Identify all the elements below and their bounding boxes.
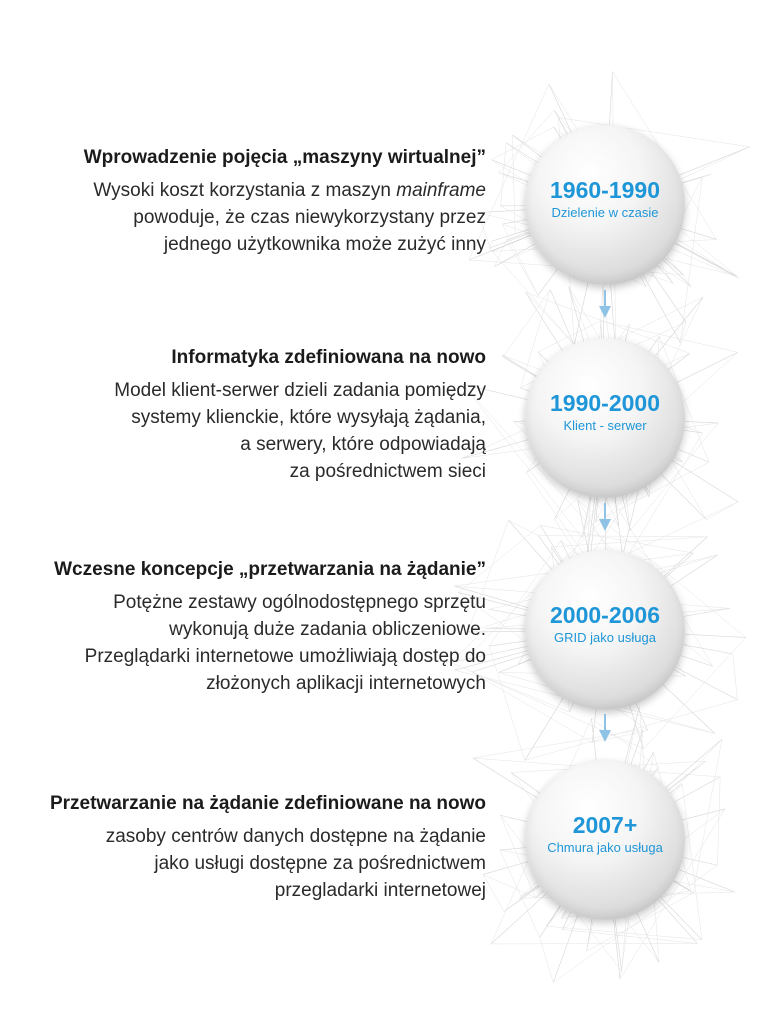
timeline-entry-2 — [114, 346, 486, 485]
network-line — [483, 874, 535, 897]
description-line: jako usługi dostępne za pośrednictwem — [154, 853, 486, 874]
description-line: Wysoki koszt korzystania z maszyn — [93, 180, 397, 201]
description-line: powoduje, że czas niewykorzystany przez — [133, 207, 486, 228]
period-circle-3 — [525, 550, 685, 710]
timeline-entry-4 — [50, 792, 486, 904]
description-line: Potężne zestawy ogólnodostępnego sprzętu — [113, 592, 486, 613]
description-italic-term: mainframe — [396, 180, 486, 201]
entry-title: Informatyka zdefiniowana na nowo — [171, 347, 486, 368]
period-label: GRID jako usługa — [554, 630, 656, 645]
entry-description — [54, 589, 486, 697]
entry-title: Wprowadzenie pojęcia „maszyny wirtualnej” — [83, 147, 486, 168]
period-years: 2007+ — [572, 812, 638, 838]
description-line: wykonują duże zadania obliczeniowe. — [169, 619, 486, 640]
entry-title: Przetwarzanie na żądanie zdefiniowane na nowo — [49, 793, 486, 814]
description-line: jednego użytkownika może zużyć inny — [163, 234, 486, 255]
network-line — [539, 536, 708, 537]
network-line — [473, 729, 643, 758]
description-line: systemy klienckie, które wysyłają żądania, — [131, 407, 486, 428]
entry-description — [114, 377, 486, 485]
arrow-down-icon — [598, 714, 612, 744]
entry-title: Wczesne koncepcje „przetwarzania na żądanie” — [54, 559, 486, 580]
period-circle-4 — [525, 760, 685, 920]
period-label: Dzielenie w czasie — [551, 205, 659, 220]
description-line: a serwery, które odpowiadają — [240, 434, 486, 455]
network-line — [509, 520, 539, 535]
network-line — [717, 777, 720, 865]
period-label: Klient - serwer — [563, 418, 647, 433]
network-line — [489, 646, 525, 760]
period-circle-1 — [525, 125, 685, 285]
timeline-entry-3 — [54, 558, 486, 697]
timeline-entry-1 — [84, 146, 486, 258]
description-line: Model klient-serwer dzieli zadania pomiędzy — [114, 380, 486, 401]
network-line — [512, 135, 515, 234]
network-line — [503, 290, 550, 357]
network-line — [733, 654, 738, 700]
period-years: 1960-1990 — [550, 177, 660, 203]
arrow-down-icon — [598, 503, 612, 533]
description-line: Przeglądarki internetowe umożliwiają dostęp do — [84, 646, 486, 667]
period-years: 2000-2006 — [550, 602, 660, 628]
description-line: przegladarki internetowej — [274, 880, 486, 901]
period-years: 1990-2000 — [550, 390, 660, 416]
entry-description — [84, 177, 486, 258]
description-line: złożonych aplikacji internetowych — [206, 673, 486, 694]
network-line — [551, 537, 707, 547]
period-label: Chmura jako usługa — [547, 840, 663, 855]
entry-description — [50, 823, 486, 904]
description-line: zasoby centrów danych dostępne na żądanie — [105, 826, 486, 847]
description-line: za pośrednictwem sieci — [289, 461, 486, 482]
period-circle-2 — [525, 338, 685, 498]
network-line — [483, 874, 504, 911]
arrow-down-icon — [598, 290, 612, 320]
network-line — [706, 502, 738, 520]
network-line — [562, 929, 697, 943]
